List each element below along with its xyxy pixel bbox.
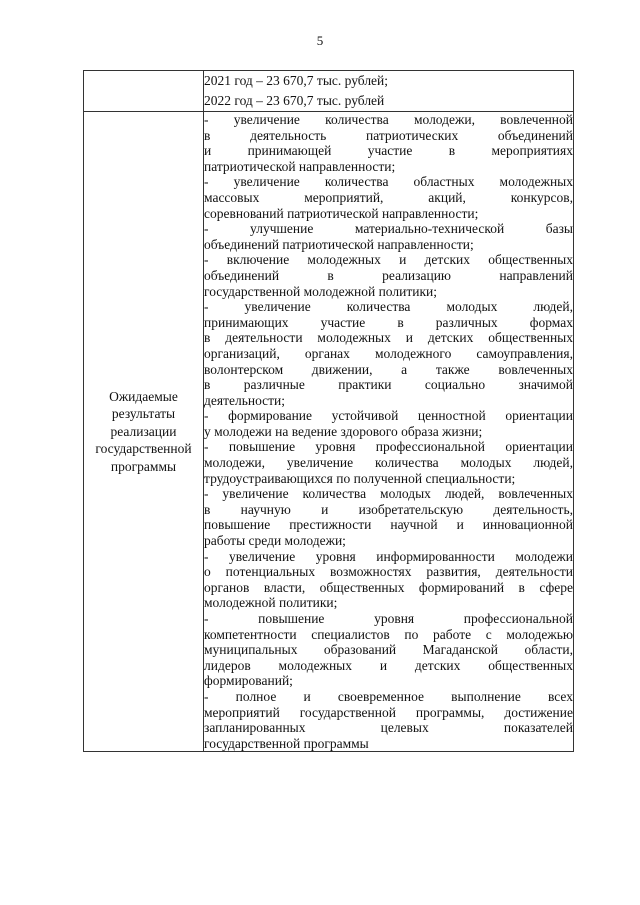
result-line: в деятельности молодежных и детских общественных [204,330,573,346]
result-line: волонтерском движении, а также вовлеченных [204,361,573,377]
result-line: - формирование устойчивой ценностной ориентации [204,408,573,424]
result-line: государственной программы [204,735,369,751]
label-line: программы [110,458,177,474]
result-line: формирований; [204,673,293,689]
result-line: - улучшение материально-технической базы [204,221,573,237]
result-line: - увеличение количества молодежи, вовлеченной [204,112,573,127]
finance-line-2022: 2022 год – 23 670,7 тыс. рублей [204,93,385,108]
result-line: объединений патриотической направленности; [204,236,474,252]
expected-results-label [84,112,204,752]
result-line: деятельности; [204,392,286,408]
result-line: трудоустраивающихся по полученной специальности; [204,470,516,486]
program-passport-table [83,70,574,752]
result-line: - увеличение количества молодых людей, [204,299,573,315]
result-line: в различные практики социально значимой [204,377,573,393]
result-line: - повышение уровня профессиональной [204,611,573,626]
finance-label-cell [84,71,204,112]
label-line: Ожидаемые [109,388,178,404]
page-number: 5 [316,33,324,48]
finance-row [84,71,574,112]
result-line: компетентности специалистов по работе с молодежью [204,626,573,642]
result-line: лидеров молодежных и детских общественных [204,657,573,673]
finance-line-2021: 2021 год – 23 670,7 тыс. рублей; [204,73,389,88]
result-line: в научную и изобретательскую деятельность, [204,501,573,517]
result-line: - увеличение количества молодых людей, вовлеченных [204,486,573,502]
result-line: - увеличение уровня информированности молодежи [204,548,573,564]
result-line: у молодежи на ведение здорового образа жизни; [204,423,483,439]
result-line: молодежи, увеличение количества молодых людей, [204,455,573,471]
expected-results-row [84,112,574,752]
result-line: запланированных целевых показателей [204,720,573,736]
result-line: мероприятий государственной программы, достижение [204,704,573,720]
result-line: патриотической направленности; [204,158,396,174]
result-line: принимающих участие в различных формах [204,314,573,330]
result-line: молодежной политики; [204,595,338,611]
result-line: работы среди молодежи; [204,533,346,549]
result-line: соревнований патриотической направленности; [204,205,479,221]
result-line: в деятельность патриотических объединений [204,127,573,143]
result-line: государственной молодежной политики; [204,283,437,299]
label-line: реализации [110,423,177,439]
label-line: результаты [111,406,176,422]
result-line: органов власти, общественных формирований в сфере [204,579,573,595]
expected-results-text [204,112,574,752]
result-line: - полное и своевременное выполнение всех [204,688,573,704]
result-line: - увеличение количества областных молодежных [204,174,573,190]
finance-cell [204,71,574,112]
result-line: - повышение уровня профессиональной ориентации [204,439,573,455]
result-line: о потенциальных возможностях развития, деятельности [204,564,573,580]
result-line: организаций, органах молодежного самоуправления, [204,345,573,361]
result-line: - включение молодежных и детских общественных [204,252,573,268]
result-line: повышение престижности научной и инновационной [204,517,573,533]
result-line: объединений в реализацию направлений [204,267,573,283]
label-line: государственной [95,441,192,457]
result-line: массовых мероприятий, акций, конкурсов, [204,189,573,205]
result-line: и принимающей участие в мероприятиях [204,143,573,159]
result-line: муниципальных образований Магаданской области, [204,642,573,658]
